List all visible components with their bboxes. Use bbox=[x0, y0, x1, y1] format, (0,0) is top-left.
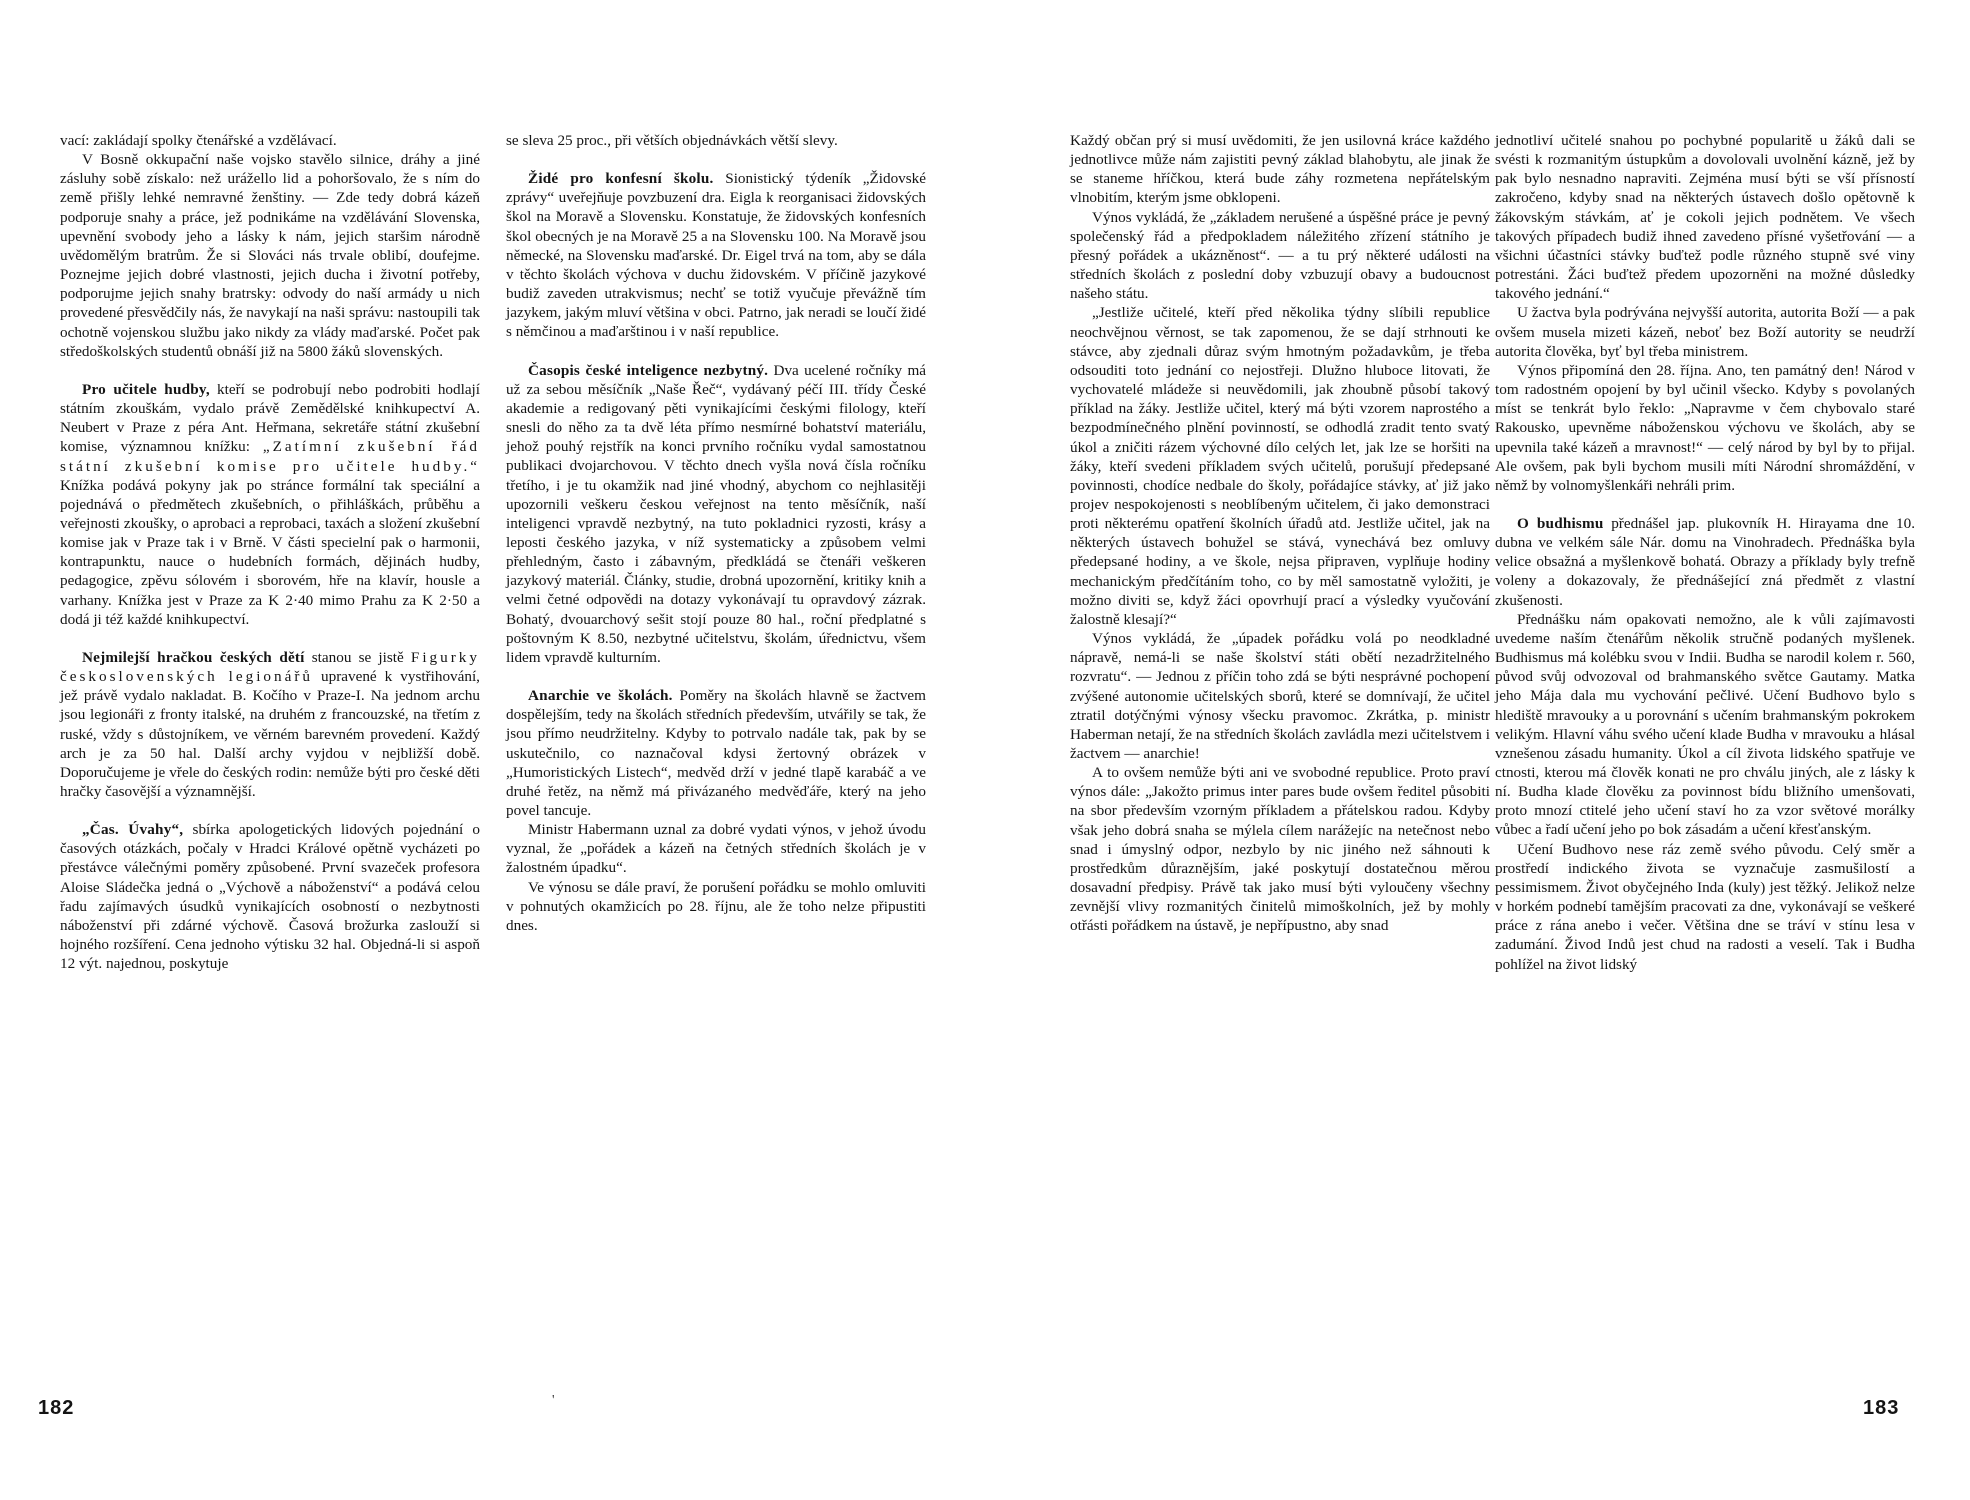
paragraph: A to ovšem nemůže býti ani ve svobodné republice. Proto praví výnos dále: „Jakožto primus inter pares bude ovšem ředitel působiti na sbor především vzorným příkladem a přátelskou radou. Kdyby však jeho dobrá snaha se mýlela cílem narážejíc na netečnost nebo snad i úmyslný odpor, nezbylo by nic jiného než sáhnouti k prostředkům důraznějším, jaké poskytují dostatečnou měrou dosavadní předpisy. Právě tak jako musí býti vyloučeny všechny zevnější vlivy rozmanitých činitelů mimoškolních, jež by mohly otřásti pořádkem na ústavě, je nepřípustno, aby snad bbox=[1070, 764, 1490, 935]
article-heading: Pro učitele hudby, bbox=[82, 380, 210, 398]
article-nase-rec bbox=[506, 361, 926, 668]
paragraph: Přednášku nám opakovati nemožno, ale k vůli zajímavosti uvedeme naším čtenářům několik stručně podaných myšlenek. Budhismus má kolébku svou v Indii. Budha se narodil kolem r. 560, původ svůj odvozoval od brahmanského světce Gautamy. Matka jeho Mája dala mu vychování pečlivé. Učení Budhovo bylo s hlediště mravouky a u porovnání s učením brahmanským pokrokem velikým. Hlavní váhu svého učení klade Budha v mravouku a hlásal vznešenou zásadu humanity. Úkol a cíl života lidského spatřuje ve ctnosti, kterou má člověk konati ne pro chválu jiných, ale z lásky k ní. Budha klade člověku za povinnost bídu bližního umenšovati, proto mnozí ctitelé jeho učení staví ho za vzor světové morálky vůbec a řadí učení jeho po bok zásadám a učení křesťanským. bbox=[1495, 610, 1915, 839]
print-speck: ' bbox=[552, 1393, 555, 1408]
left-page-column-2 bbox=[506, 131, 926, 935]
article-jewish-schools bbox=[506, 169, 926, 341]
article-text: stanou se jistě bbox=[304, 648, 411, 666]
right-page-column-1 bbox=[1070, 131, 1490, 936]
paragraph: Výnos vykládá, že „základem nerušené a úspěšné práce je pevný společenský řád a předpokladem náležitého zřízení státního je přesný pořádek a ukázněnost“. — a tu prý některé události na středních školách z poslední doby vzbuzují obavy a budoucnost našeho státu. bbox=[1070, 208, 1490, 303]
article-heading: Anarchie ve školách. bbox=[528, 687, 673, 705]
article-legion-figures bbox=[60, 648, 480, 801]
article-text: Dva ucelené ročníky má už za sebou měsíčník „Naše Řeč“, vydávaný péčí III. třídy České akademie a redigovaný pěti vynikajícími českými filology, kteří snesli do něho za ta dvě léta přímo nesmírné bohatství materiálu, jehož pouhý rejstřík na konci prvního ročníku vydal samostatnou publikaci dvojarchovou. V těchto dnech vyšla nová čísla ročníku třetího, i je tu okamžik nad jiné vhodný, abychom co nejhlasitěji upozornili veškeru českou veřejnost na tento měsíčník, naší inteligenci vpravdě nezbytný, na tuto pokladnici ryzosti, krásy a leposti českého jazyka, v níž systematicky a způsobem velmi přehledným, často i zábavným, předkládá se čtenáři veškeren jazykový materiál. Články, studie, drobná upozornění, kritiky knih a velmi četné odpovědi na dotazy vykonávají tu opravdový zázrak. Bohatý, dvouarchový sešit stojí pouze 80 hal., roční předplatné s poštovným K 8.50, nezbytné učitelstvu, školám, úřednictvu, všem lidem vpravdě kulturním. bbox=[506, 361, 926, 666]
article-text: Sionistický týdeník „Židovské zprávy“ uveřejňuje povzbuzení dra. Eigla k reorganisaci židovských škol na Moravě a Slovensku. Konstatuje, že židovských konfesních škol obecných je na Moravě 25 a na Slovensku 100. Na Moravě jsou německé, na Slovensku maďarské. Dr. Eigel trvá na tom, aby se dála v těchto školách výchova v duchu židovském. V příčině jazykové budiž zaveden utrakvismus; nechť se totiž vyučuje převážně tím jazykem, jakým mluví většina v obci. Patrno, jak neradi se loučí židé s němčinou a maďarštinou i v naší republice. bbox=[506, 170, 927, 341]
paragraph: Ministr Habermann uznal za dobré vydati výnos, v jehož úvodu vyznal, že „pořádek a kázeň na četných středních školách je v žalostném úpadku“. bbox=[506, 821, 926, 877]
article-anarchy-in-schools bbox=[506, 686, 926, 820]
paragraph: se sleva 25 proc., při větších objednávkách větší slevy. bbox=[506, 132, 838, 149]
article-text: kteří se podrobují nebo podrobiti hodlají státním zkouškám, vydalo právě Zemědělské knihkupectví A. Neubert v Praze z péra Ant. Heřmana, sekretáře státní zkušební komise, významnou knížku: bbox=[60, 380, 480, 456]
page-number: 182 bbox=[38, 1397, 75, 1419]
article-text: upravené k vystřihování, jež právě vydalo nakladat. B. Kočího v Praze-I. Na jednom archu jsou legionáři z fronty italské, na druhém z francouzské, na třetím z ruské, vždy s důstojníkem, ve věrném barevném provedení. Každý arch je za 50 hal. Další archy vyjdou v nejbližší době. Doporučujeme je vřele do českých rodin: nemůže býti pro české děti hračky časovější a významnější. bbox=[60, 668, 480, 800]
paragraph: Výnos vykládá, že „úpadek pořádku volá po neodkladné nápravě, nemá-li se naše školství státi obětí nezadržitelného rozvratu“. — Jednou z příčin toho zdá se býti nesprávné pochopení zvýšené autonomie učitelských sborů, které se domnívají, že učitel ztratil dotýčnými výnosy všecku pravomoc. Zkrátka, p. ministr Haberman netají, že na středních školách zavládla mezi učitelstvem i žactvem — anarchie! bbox=[1070, 630, 1490, 762]
right-page-column-2 bbox=[1495, 131, 1915, 974]
page-number: 183 bbox=[1863, 1397, 1900, 1419]
article-text: Poměry na školách hlavně se žactvem dospělejším, tedy na školách středních především, utvářily se tak, že jsou přímo neudržitelny. Kdyby to potrvalo nadále tak, pak by se uskutečnilo, co naznačoval kdysi žertovný obrázek v „Humoristických Listech“, medvěd drží v jedné tlapě karabáč a ve druhé řetěz, na němž má přivázaného medvěďáře, který na jeho povel tancuje. bbox=[506, 687, 926, 819]
paragraph: Ve výnosu se dále praví, že porušení pořádku se mohlo omluviti v pohnutých okamžicích po 28. říjnu, ale že toho nelze připustiti dnes. bbox=[506, 878, 926, 934]
article-heading: Nejmilejší hračkou českých dětí bbox=[82, 648, 305, 666]
article-cas-uvahy bbox=[60, 820, 480, 973]
paragraph: V Bosně okkupační naše vojsko stavělo silnice, dráhy a jiné zásluhy sobě získalo: než urážello lid a pohoršovalo, že s ním do země přišly lehké nemravné ženštiny. — Zde tedy dobrá kázeň podporuje snahy a práce, jež podnikáme na vzdělávání Slovenska, upevnění svobody jeho a lásky k nám, jejich staršim národně uvědomělým bratrům. Že si Slováci nás trvale oblibí, doufejme. Poznejme jejich dobré vlastnosti, jejich ducha i životní potřeby, podporujme jejich snahy bratrsky: odvody do naší armády u nich provedené přesvědčily nás, že navykají na naši správu: nastoupili tak ochotně vojenskou službu jako nikdy za vlády maďarské. Počet pak středoškolských studentů obnáší již na 5800 žáků slovenských. bbox=[60, 151, 480, 360]
article-buddhism bbox=[1495, 514, 1915, 610]
article-heading: O budhismu bbox=[1517, 514, 1604, 532]
article-text: přednášel jap. plukovník H. Hirayama dne 10. dubna ve velkém sále Nár. domu na Vinohradech. Přednáška byla velice obsažná a myšlenkově bohatá. Obrazy a příklady byly trefně voleny a dokazovaly, že přednášející zná předmět z vlastní zkušenosti. bbox=[1495, 514, 1915, 609]
article-text: sbírka apologetických lidových pojednání o časových otázkách, počaly v Hradci Králové opětně vycházeti po přestávce válečnými poměry způsobené. První svazeček profesora Aloise Sládečka jedná o „Výchově a náboženství“ a podává celou řadu zajímavých úsudků vynikajících osobností o nezbytnosti náboženství při zdárné výchově. Časová brožurka zaslouží si hojného rozšíření. Cena jednoho výtisku 32 hal. Objedná-li si aspoň 12 výt. najednou, poskytuje bbox=[60, 821, 480, 973]
left-page-column-1 bbox=[60, 131, 480, 973]
article-music-teachers bbox=[60, 380, 480, 629]
paragraph: jednotliví učitelé snahou po pochybné popularitě u žáků dali se svésti k rozmanitým ústupkům a dovolovali uvolnění kázně, jež by pak bylo nesnadno napraviti. Zejména musí býti se vší přísností zakročeno, kdyby snad na některých ústavech došlo opětovně k žákovským stávkám, ať je cokoli jejich podnětem. Ve všech takových případech budiž ihned zavedeno přísné vyšetřování — a všichni účastníci stávky buďtež podle různého stupně své viny potrestáni. Žáci buďtež předem upozorněni na možné důsledky takového jednání.“ bbox=[1495, 132, 1915, 303]
article-heading: Časopis české inteligence nezbytný. bbox=[528, 361, 769, 379]
article-text: Knížka podává pokyny jak po stránce formální tak speciální a pojednává o předmětech zkušebních, o přihláškách, průběhu a veřejnosti zkoušky, o aprobaci a reprobaci, taxách a složení zkušební komise jak v Praze tak i v Brně. V části specielní pak o harmonii, kontrapunktu, nauce o hudebních formách, dějinách hudby, pedagogice, zpěvu sólovém i sborovém, hře na klavír, housle a varhany. Knížka jest v Praze za K 2·40 mimo Prahu za K 2·50 a dodá ji též každé knihkupectví. bbox=[60, 476, 480, 628]
right-page bbox=[985, 0, 1970, 1500]
paragraph: „Jestliže učitelé, kteří před několika týdny slíbili republice neochvějnou věrnost, se tak zapomenou, že se dají strhnouti ke stávce, aby zjednali důraz svým hmotným požadavkům, je třeba odsouditi toto jednání co nejostřeji. Dlužno hluboce litovati, že vychovatelé mládeže si neuvědomili, jak zhoubně působí takový příklad na žáky. Jestliže učitel, který má býti vzorem naprostého a bezpodmínečného plnění povinností, se odhodlá zradit tento svatý úkol a zničiti rázem výchovné dílo celých let, jak lze se horšiti na žáky, kteří svedeni příkladem svých učitelů, porušují předepsané povinnosti, chodíce nedbale do školy, pořádajíce stávky, ať již jako projev nespokojenosti s neoblíbeným učitelem, či jako demonstraci proti některému opatření školních úřadů atd. Jestliže učitel, jak na některých ústavech bohužel se stává, vynechává bez omluvy předepsané hodiny, a ve škole, nejsa připraven, vyplňuje hodiny mechanickým předčítáním toho, co by měl samostatně vyložiti, je možno diviti se, když žáci opovrhují prací a výsledky vyučování žalostně klesají?“ bbox=[1070, 304, 1490, 628]
book-title: „Zatímní zkušební řád státní zkušební komise pro učitele hudby.“ bbox=[60, 438, 480, 475]
paragraph: Každý občan prý si musí uvědomiti, že jen usilovná kráce každého jednotlivce může nám zajistiti pevný základ blahobytu, ale jinak že se staneme hříčkou, která bude záhy rozmetena nepřátelským vlnobitím, kterým jsme obklopeni. bbox=[1070, 132, 1490, 207]
paragraph: Učení Budhovo nese ráz země svého původu. Celý směr a prostředí indického života se vyznačuje zasmušilostí a pessimismem. Život obyčejného Inda (kuly) jest těžký. Jelikož nelze v horkém podnebí tamějším pracovati za dne, vykonávají se veškeré práce z rána anebo i večer. Většina dne se tráví v stínu lesa v zadumání. Živod Indů jest chud na radosti a veselí. Tak i Budha pohlížel na život lidský bbox=[1495, 840, 1915, 973]
paragraph: U žactva byla podrývána nejvyšší autorita, autorita Boží — a pak ovšem musela mizeti kázeň, neboť bez Boží autority se neudrží autorita člověka, byť byl třeba ministrem. bbox=[1495, 304, 1915, 360]
paragraph: vací: zakládají spolky čtenářské a vzdělávací. bbox=[60, 132, 337, 149]
article-heading: „Čas. Úvahy“, bbox=[82, 821, 184, 839]
article-heading: Židé pro konfesní školu. bbox=[528, 170, 714, 188]
product-title: Figurky československých legionářů bbox=[60, 648, 480, 686]
paragraph: Výnos připomíná den 28. října. Ano, ten památný den! Národ v tom radostném opojení by byl učinil všecko. Kdyby s povolaných míst se tenkrát bylo řeklo: „Napravme v čem chybovalo staré Rakousko, upevněme náboženskou výchovu ve školách, aby se upevnila také kázeň a mravnost!“ — celý národ by byl by to přijal. Ale ovšem, pak byli bychom musili míti Národní shromáždění, v němž by volnomyšlenkáři nehráli prim. bbox=[1495, 361, 1915, 494]
